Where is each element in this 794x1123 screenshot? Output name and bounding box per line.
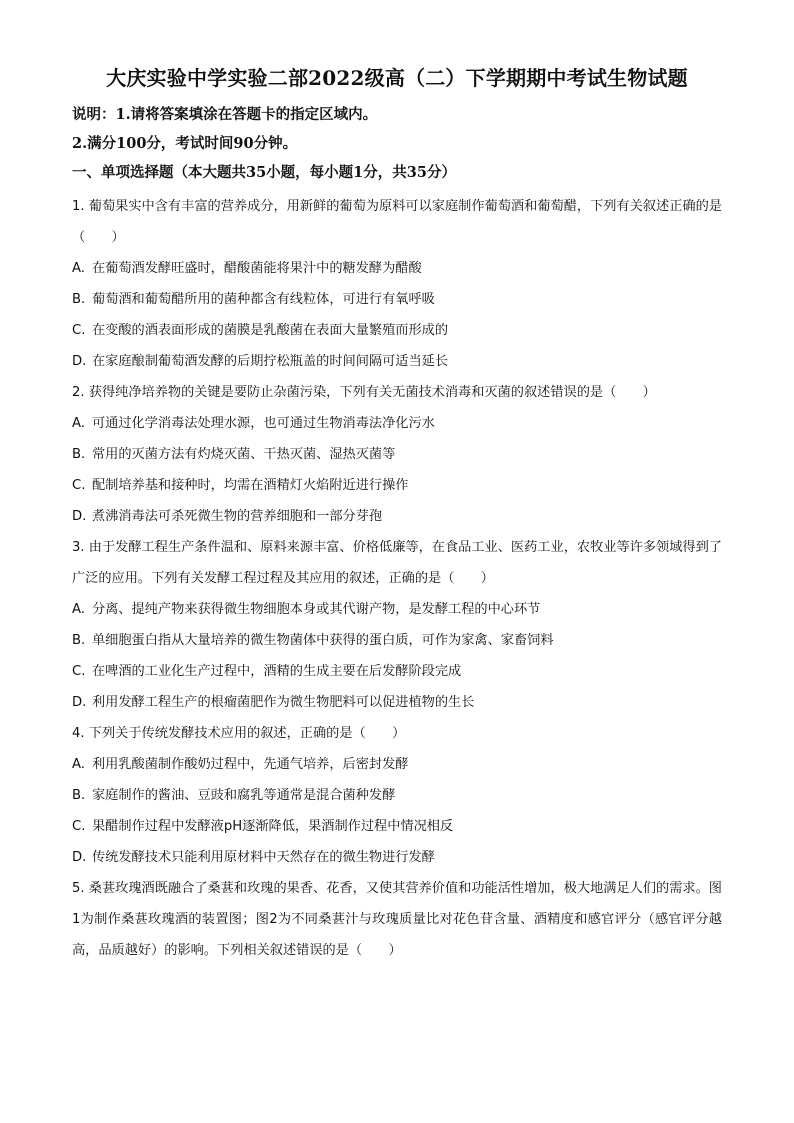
question-stem: 3. 由于发酵工程生产条件温和、原料来源丰富、价格低廉等，在食品工业、医药工业，农牧业等许多领域得到了广泛的应用。下列有关发酵工程过程及其应用的叙述，正确的是（ ） — [72, 540, 722, 586]
option-b — [72, 284, 722, 315]
option-letter: D. — [72, 354, 87, 369]
option-d — [72, 501, 722, 532]
option-letter: C. — [72, 478, 86, 493]
option-text: 分离、提纯产物来获得微生物细胞本身或其代谢产物，是发酵工程的中心环节 — [92, 602, 541, 617]
instruction-line-1: 说明：1.请将答案填涂在答题卡的指定区域内。 — [72, 106, 378, 123]
option-d — [72, 842, 722, 873]
option-letter: A. — [72, 416, 85, 431]
option-b — [72, 780, 722, 811]
option-letter: B. — [72, 292, 86, 307]
option-b — [72, 625, 722, 656]
option-letter: A. — [72, 261, 85, 276]
option-text: 配制培养基和接种时，均需在酒精灯火焰附近进行操作 — [92, 478, 409, 493]
option-a — [72, 749, 722, 780]
option-text: 利用乳酸菌制作酸奶过程中，先通气培养，后密封发酵 — [92, 757, 409, 772]
option-c — [72, 315, 722, 346]
option-letter: D. — [72, 695, 87, 710]
option-letter: C. — [72, 819, 86, 834]
option-letter: B. — [72, 633, 86, 648]
question-5 — [72, 873, 722, 966]
question-1 — [72, 191, 722, 377]
option-b — [72, 439, 722, 470]
option-text: 在家庭酿制葡萄酒发酵的后期拧松瓶盖的时间间隔可适当延长 — [92, 354, 449, 369]
question-4 — [72, 718, 722, 873]
option-text: 单细胞蛋白指从大量培养的微生物菌体中获得的蛋白质，可作为家禽、家畜饲料 — [92, 633, 554, 648]
question-stem: 5. 桑葚玫瑰酒既融合了桑葚和玫瑰的果香、花香，又使其营养价值和功能活性增加，极大地满足人们的需求。图1为制作桑葚玫瑰酒的装置图；图2为不同桑葚汁与玫瑰质量比对花色苷含量、酒精度和感官评分（感官评分越高，品质越好）的影响。下列相关叙述错误的是（ ） — [72, 881, 722, 958]
option-c — [72, 656, 722, 687]
option-text: 在变酸的酒表面形成的菌膜是乳酸菌在表面大量繁殖而形成的 — [92, 323, 449, 338]
option-letter: C. — [72, 664, 86, 679]
question-stem: 1. 葡萄果实中含有丰富的营养成分，用新鲜的葡萄为原料可以家庭制作葡萄酒和葡萄醋，下列有关叙述正确的是（ ） — [72, 199, 722, 245]
question-2 — [72, 377, 722, 532]
option-letter: D. — [72, 850, 87, 865]
option-letter: B. — [72, 788, 86, 803]
option-c — [72, 811, 722, 842]
option-text: 果醋制作过程中发酵液pH逐渐降低，果酒制作过程中情况相反 — [92, 819, 454, 834]
option-text: 可通过化学消毒法处理水源，也可通过生物消毒法净化污水 — [92, 416, 435, 431]
option-d — [72, 346, 722, 377]
option-text: 煮沸消毒法可杀死微生物的营养细胞和一部分芽孢 — [92, 509, 383, 524]
option-letter: A. — [72, 602, 85, 617]
question-stem: 4. 下列关于传统发酵技术应用的叙述，正确的是（ ） — [72, 726, 406, 741]
section-heading: 一、单项选择题（本大题共35小题，每小题1分，共35分） — [72, 164, 456, 181]
question-stem: 2. 获得纯净培养物的关键是要防止杂菌污染，下列有关无菌技术消毒和灭菌的叙述错误的是（ ） — [72, 385, 656, 400]
option-text: 葡萄酒和葡萄醋所用的菌种都含有线粒体，可进行有氧呼吸 — [92, 292, 435, 307]
option-a — [72, 594, 722, 625]
option-letter: C. — [72, 323, 86, 338]
option-a — [72, 253, 722, 284]
option-text: 常用的灭菌方法有灼烧灭菌、干热灭菌、湿热灭菌等 — [92, 447, 396, 462]
option-a — [72, 408, 722, 439]
option-text: 利用发酵工程生产的根瘤菌肥作为微生物肥料可以促进植物的生长 — [92, 695, 475, 710]
option-text: 家庭制作的酱油、豆豉和腐乳等通常是混合菌种发酵 — [92, 788, 396, 803]
instruction-line-2: 2.满分100分，考试时间90分钟。 — [72, 135, 298, 152]
question-3 — [72, 532, 722, 718]
option-letter: B. — [72, 447, 86, 462]
option-text: 在啤酒的工业化生产过程中，酒精的生成主要在后发酵阶段完成 — [92, 664, 462, 679]
option-text: 传统发酵技术只能利用原材料中天然存在的微生物进行发酵 — [92, 850, 435, 865]
option-c — [72, 470, 722, 501]
option-text: 在葡萄酒发酵旺盛时，醋酸菌能将果汁中的糖发酵为醋酸 — [92, 261, 422, 276]
page-title: 大庆实验中学实验二部2022级高（二）下学期期中考试生物试题 — [106, 66, 688, 90]
option-d — [72, 687, 722, 718]
option-letter: D. — [72, 509, 87, 524]
option-letter: A. — [72, 757, 85, 772]
